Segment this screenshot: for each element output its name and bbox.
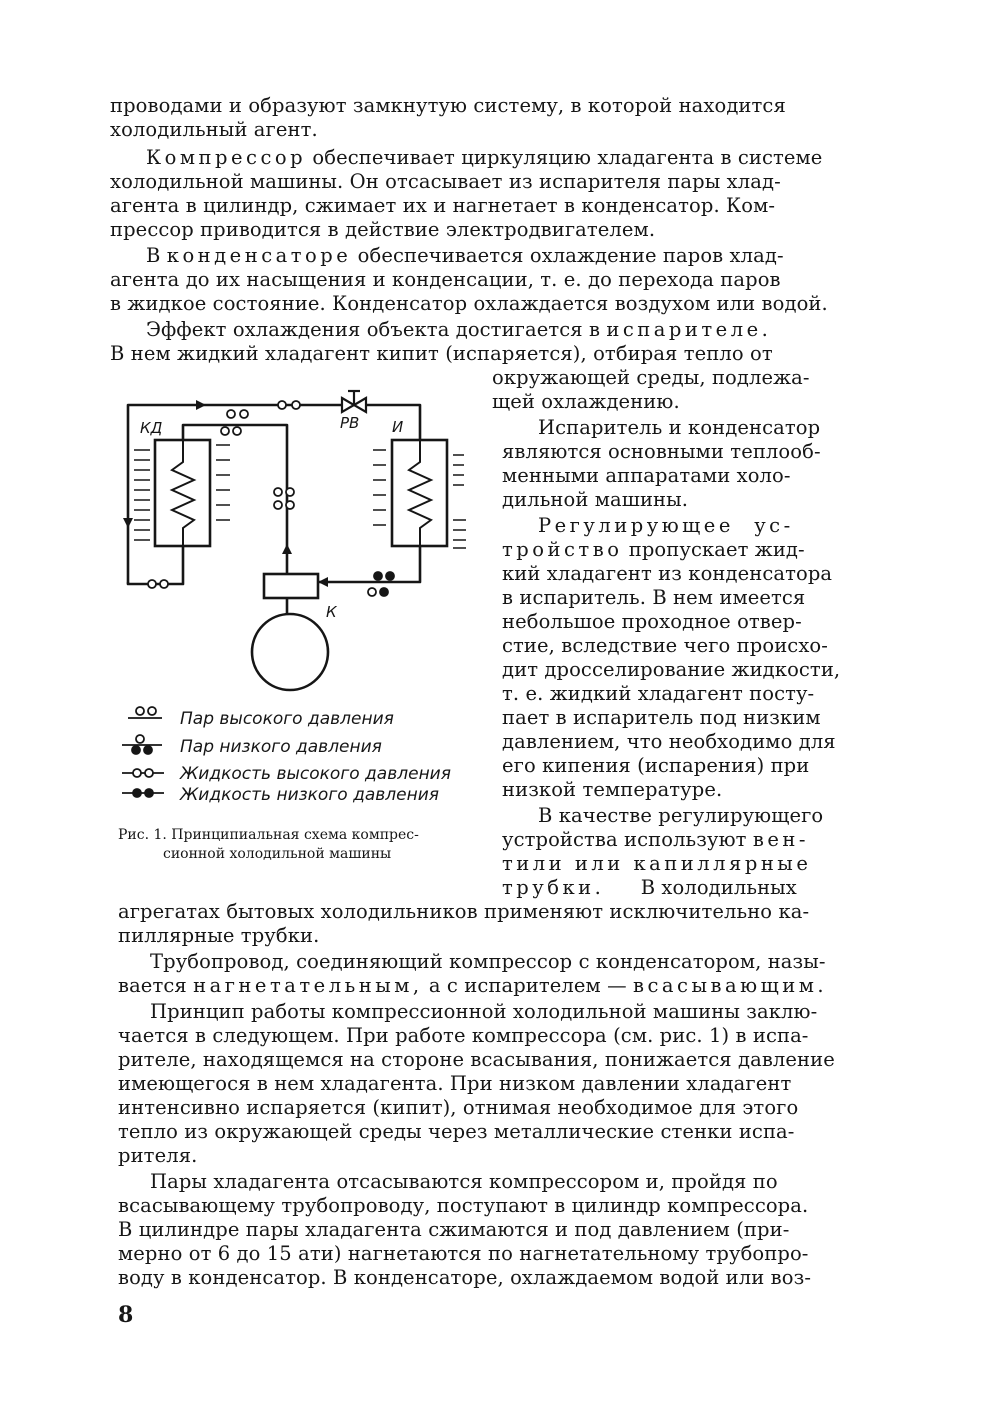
text-line: В качестве регулирующего bbox=[538, 804, 824, 827]
compressor-head bbox=[264, 574, 318, 598]
text-line: агента до их насыщения и конденсации, т. е. до перехода паров bbox=[110, 268, 781, 291]
label-valve: РВ bbox=[340, 414, 360, 432]
text-line: являются основными теплооб- bbox=[502, 440, 821, 463]
text-fragment: обеспечивает циркуляцию хладагента в системе bbox=[312, 146, 823, 169]
term-capillary: тили или капиллярные bbox=[502, 852, 812, 875]
label-compressor: К bbox=[326, 603, 337, 621]
term-valves: вен- bbox=[752, 828, 809, 851]
legend-text: Пар высокого давления bbox=[180, 709, 394, 729]
text-line: агрегатах бытовых холодильников применяют исключительно ка- bbox=[118, 900, 810, 923]
text-fragment: ус- bbox=[754, 514, 794, 537]
text-line: тепло из окружающей среды через металлические стенки испа- bbox=[118, 1120, 795, 1143]
text-line: проводами и образуют замкнутую систему, в которой находится bbox=[110, 94, 786, 117]
legend-text: Жидкость низкого давления bbox=[180, 785, 439, 805]
text-line: пает в испаритель под низким bbox=[502, 706, 821, 729]
text-line: щей охлаждению. bbox=[492, 390, 680, 413]
text-line: низкой температуре. bbox=[502, 778, 723, 801]
text-line: Принцип работы компрессионной холодильной машины заклю- bbox=[150, 1000, 818, 1023]
text-line: Трубопровод, соединяющий компрессор с конденсатором, назы- bbox=[150, 950, 826, 973]
text-line: его кипения (испарения) при bbox=[502, 754, 810, 777]
suction-line bbox=[318, 545, 420, 582]
text-fragment: вается bbox=[118, 974, 187, 997]
term-tubes: трубки. bbox=[502, 876, 605, 899]
condenser-outlet bbox=[128, 545, 183, 584]
legend-symbol-low-pressure-vapor bbox=[122, 735, 162, 754]
text-line: кий хладагент из конденсатора bbox=[502, 562, 833, 585]
legend-text: Пар низкого давления bbox=[180, 737, 382, 757]
flow-arrow bbox=[196, 400, 206, 410]
text-line: рителя. bbox=[118, 1144, 198, 1167]
term-evaporator: испарителе. bbox=[606, 318, 772, 341]
term-suction: всасывающим. bbox=[633, 974, 828, 997]
text-line: дит дросселирование жидкости, bbox=[502, 658, 841, 681]
text-line: чается в следующем. При работе компрессора (см. рис. 1) в испа- bbox=[118, 1024, 809, 1047]
term-discharge: нагнетательным, bbox=[193, 974, 423, 997]
text-line: всасывающему трубопроводу, поступают в цилиндр компрессора. bbox=[118, 1194, 809, 1217]
text-line: Пары хладагента отсасываются компрессором и, пройдя по bbox=[150, 1170, 778, 1193]
compressor-body bbox=[252, 614, 328, 690]
text-line: менными аппаратами холо- bbox=[502, 464, 791, 487]
text-line: имеющегося в нем хладагента. При низком давлении хладагент bbox=[118, 1072, 792, 1095]
label-condenser: КД bbox=[140, 419, 163, 437]
text-line: Испаритель и конденсатор bbox=[538, 416, 821, 439]
text-line: в жидкое состояние. Конденсатор охлаждается воздухом или водой. bbox=[110, 292, 828, 315]
page-number: 8 bbox=[118, 1302, 134, 1328]
term-regulating-device: Регулирующее bbox=[538, 514, 734, 537]
text-line: мерно от 6 до 15 ати) нагнетаются по нагнетательному трубопро- bbox=[118, 1242, 809, 1265]
term-condenser: конденсаторе bbox=[166, 244, 352, 267]
text-fragment: Эффект охлаждения объекта достигается в bbox=[146, 318, 601, 341]
text-fragment: В bbox=[146, 244, 161, 267]
legend-symbol-high-pressure-vapor bbox=[128, 707, 162, 718]
text-line: В цилиндре пары хладагента сжимаются и под давлением (при- bbox=[118, 1218, 790, 1241]
text-fragment: а с испарителем — bbox=[428, 974, 627, 997]
text-line: окружающей среды, подлежа- bbox=[492, 366, 810, 389]
text-fragment: В холодильных bbox=[640, 876, 797, 899]
figure-caption-line: сионной холодильной машины bbox=[163, 846, 392, 862]
text-line: небольшое проходное отвер- bbox=[502, 610, 802, 633]
text-line: давлением, что необходимо для bbox=[502, 730, 836, 753]
text-line: агента в цилиндр, сжимает их и нагнетает в конденсатор. Ком- bbox=[110, 194, 776, 217]
text-line: пиллярные трубки. bbox=[118, 924, 320, 947]
text-line: т. е. жидкий хладагент посту- bbox=[502, 682, 815, 705]
state-symbols-filled bbox=[368, 572, 394, 596]
flow-arrow bbox=[282, 544, 292, 554]
term-compressor: Компрессор bbox=[146, 146, 307, 169]
legend-text: Жидкость высокого давления bbox=[180, 764, 451, 784]
text-line: холодильной машины. Он отсасывает из испарителя пары хлад- bbox=[110, 170, 781, 193]
text-line: В нем жидкий хладагент кипит (испаряется), отбирая тепло от bbox=[110, 342, 773, 365]
label-evaporator: И bbox=[392, 418, 404, 436]
legend-symbol-high-pressure-liquid bbox=[122, 769, 164, 777]
expansion-valve bbox=[342, 391, 366, 412]
text-fragment: обеспечивается охлаждение паров хлад- bbox=[357, 244, 784, 267]
flow-arrow bbox=[318, 577, 328, 587]
text-fragment: тройство bbox=[502, 538, 623, 561]
text-fragment: устройства используют bbox=[502, 828, 747, 851]
text-line: холодильный агент. bbox=[110, 118, 318, 141]
legend-symbol-low-pressure-liquid bbox=[122, 789, 164, 797]
text-line: дильной машины. bbox=[502, 488, 689, 511]
figure-caption-line: Рис. 1. Принципиальная схема компрес- bbox=[118, 827, 419, 843]
text-fragment: пропускает жид- bbox=[628, 538, 805, 561]
text-line: воду в конденсатор. В конденсаторе, охлаждаемом водой или воз- bbox=[118, 1266, 812, 1289]
text-line: стие, вследствие чего происхо- bbox=[502, 634, 828, 657]
text-line: в испаритель. В нем имеется bbox=[502, 586, 806, 609]
flow-arrow bbox=[123, 518, 133, 528]
text-line: прессор приводится в действие электродвигателем. bbox=[110, 218, 656, 241]
text-line: рителе, находящемся на стороне всасывания, понижается давление bbox=[118, 1048, 835, 1071]
text-line: интенсивно испаряется (кипит), отнимая необходимое для этого bbox=[118, 1096, 799, 1119]
